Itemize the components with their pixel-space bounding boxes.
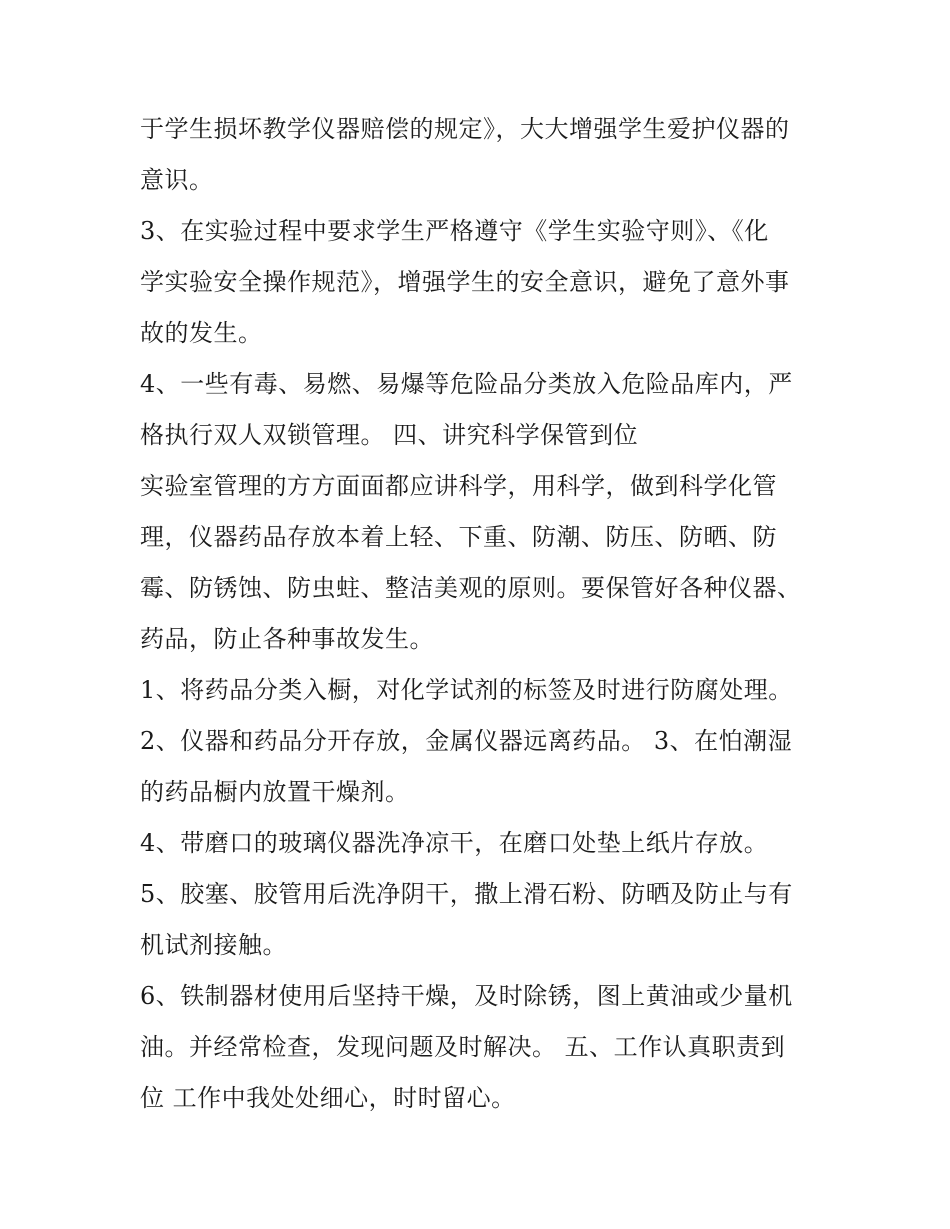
text-line: 4、带磨口的玻璃仪器洗净凉干，在磨口处垫上纸片存放。 [140, 829, 769, 857]
text-line: 油。并经常检查，发现问题及时解决。 五、工作认真职责到 [140, 1033, 786, 1061]
text-line: 2、仪器和药品分开存放，金属仪器远离药品。 3、在怕潮湿 [140, 727, 793, 755]
text-line: 4、一些有毒、易燃、易爆等危险品分类放入危险品库内，严 [140, 370, 793, 398]
text-line: 药品，防止各种事故发生。 [140, 625, 434, 653]
text-line: 机试剂接触。 [140, 931, 287, 959]
text-line: 实验室管理的方方面面都应讲科学，用科学，做到科学化管 [140, 472, 777, 500]
text-line: 位 工作中我处处细心，时时留心。 [140, 1084, 516, 1112]
text-line: 格执行双人双锁管理。 四、讲究科学保管到位 [140, 421, 639, 449]
text-line: 的药品橱内放置干燥剂。 [140, 778, 410, 806]
text-line: 理，仪器药品存放本着上轻、下重、防潮、防压、防晒、防 [140, 523, 777, 551]
text-line: 1、将药品分类入橱，对化学试剂的标签及时进行防腐处理。 [140, 676, 793, 704]
document-body [140, 104, 820, 1124]
text-line: 5、胶塞、胶管用后洗净阴干，撒上滑石粉、防晒及防止与有 [140, 880, 793, 908]
text-line: 6、铁制器材使用后坚持干燥，及时除锈，图上黄油或少量机 [140, 982, 793, 1010]
text-line: 3、在实验过程中要求学生严格遵守《学生实验守则》、《化 [140, 217, 769, 245]
text-line: 故的发生。 [140, 319, 263, 347]
text-line: 于学生损坏教学仪器赔偿的规定》，大大增强学生爱护仪器的 [140, 115, 790, 143]
text-line: 霉、防锈蚀、防虫蛀、整洁美观的原则。要保管好各种仪器、 [140, 574, 802, 602]
text-line: 意识。 [140, 166, 214, 194]
text-line: 学实验安全操作规范》，增强学生的安全意识，避免了意外事 [140, 268, 790, 296]
